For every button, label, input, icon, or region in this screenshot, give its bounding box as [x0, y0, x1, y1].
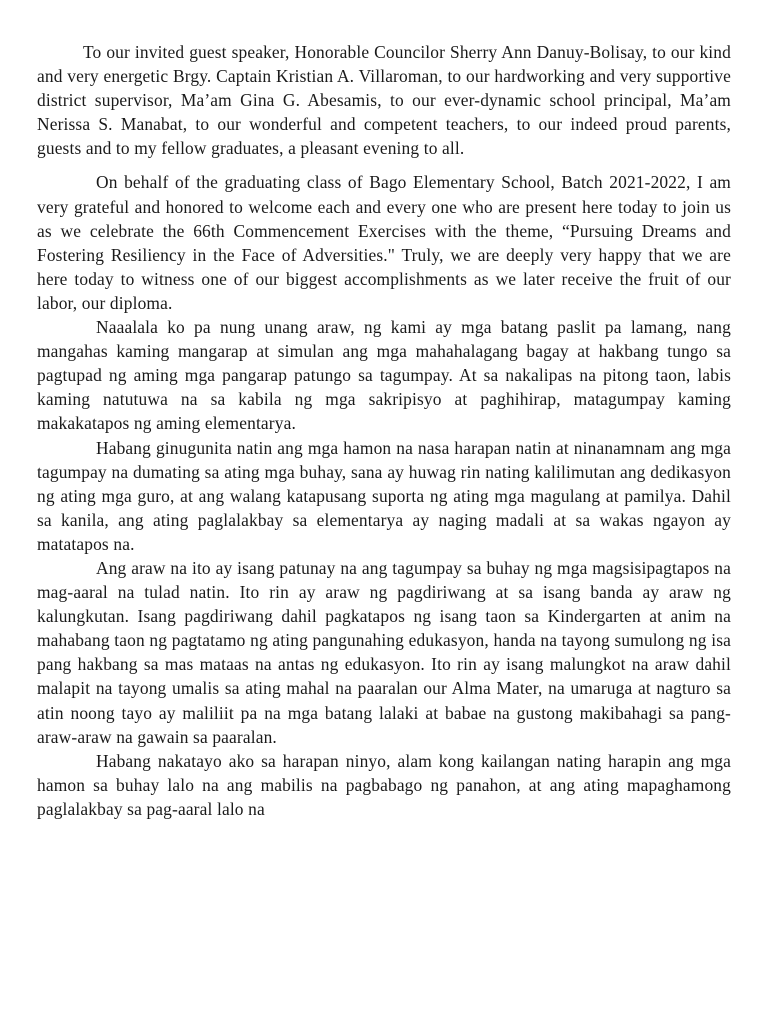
paragraph-greeting: To our invited guest speaker, Honorable Councilor Sherry Ann Danuy-Bolisay, to our kind and very energetic Brgy. Captain Kristian A. Villaroman, to our hardworking and very supportive district supervisor, Ma’am Gina G. Abesamis, to our ever-dynamic school principal, Ma’am Nerissa S. Manabat, to our wonderful and competent teachers, to our indeed proud parents, guests and to my fellow graduates, a pleasant evening to all.	[37, 42, 731, 159]
paragraph-memories: Naaalala ko pa nung unang araw, ng kami ay mga batang paslit pa lamang, nang mangahas kaming mangarap at simulan ang mga mahahalagang bagay at hakbang tungo sa pagtupad ng aming mga pangarap patungo sa tagumpay. At sa nakalipas na pitong taon, labis kaming natutuwa na sa kabila ng mga sakripisyo at paghihirap, matagumpay kaming makakatapos ng aming elementarya.	[37, 317, 731, 434]
speech-document	[37, 40, 731, 821]
paragraph-gratitude: Habang ginugunita natin ang mga hamon na nasa harapan natin at ninanamnam ang mga tagumpay na dumating sa ating mga buhay, sana ay huwag rin nating kalilimutan ang dedikasyon ng ating mga guro, at ang walang katapusang suporta ng ating mga magulang at pamilya. Dahil sa kanila, ang ating paglalakbay sa elementarya ay naging madali at sa wakas ngayon ay matatapos na.	[37, 437, 731, 554]
paragraph-challenges: Habang nakatayo ako sa harapan ninyo, alam kong kailangan nating harapin ang mga hamon sa buhay lalo na ang mabilis na pagbabago ng panahon, at ang ating mapaghamong paglalakbay sa pag-aaral lalo na	[37, 750, 731, 819]
paragraph-welcome: On behalf of the graduating class of Bago Elementary School, Batch 2021-2022, I am very grateful and honored to welcome each and every one who are present here today to join us as we celebrate the 66th Commencement Exercises with the theme, “Pursuing Dreams and Fostering Resiliency in the Face of Adversities." Truly, we are deeply very happy that we are here today to witness one of our biggest accomplishments as we later receive the fruit of our labor, our diploma.	[37, 172, 731, 313]
paragraph-celebration: Ang araw na ito ay isang patunay na ang tagumpay sa buhay ng mga magsisipagtapos na mag-aaral na tulad natin. Ito rin ay araw ng pagdiriwang at sa isang banda ay araw ng kalungkutan. Isang pagdiriwang dahil pagkatapos ng isang taon sa Kindergarten at anim na mahabang taon ng pagtatamo ng ating pangunahing edukasyon, handa na tayong sumulong ng isa pang hakbang sa mas mataas na antas ng edukasyon. Ito rin ay isang malungkot na araw dahil malapit na tayong umalis sa ating mahal na paaralan our Alma Mater, na umaruga at nagturo sa atin noong tayo ay maliliit pa na mga batang lalaki at babae na gustong makibahagi sa pang-araw-araw na gawain sa paaralan.	[37, 557, 731, 747]
